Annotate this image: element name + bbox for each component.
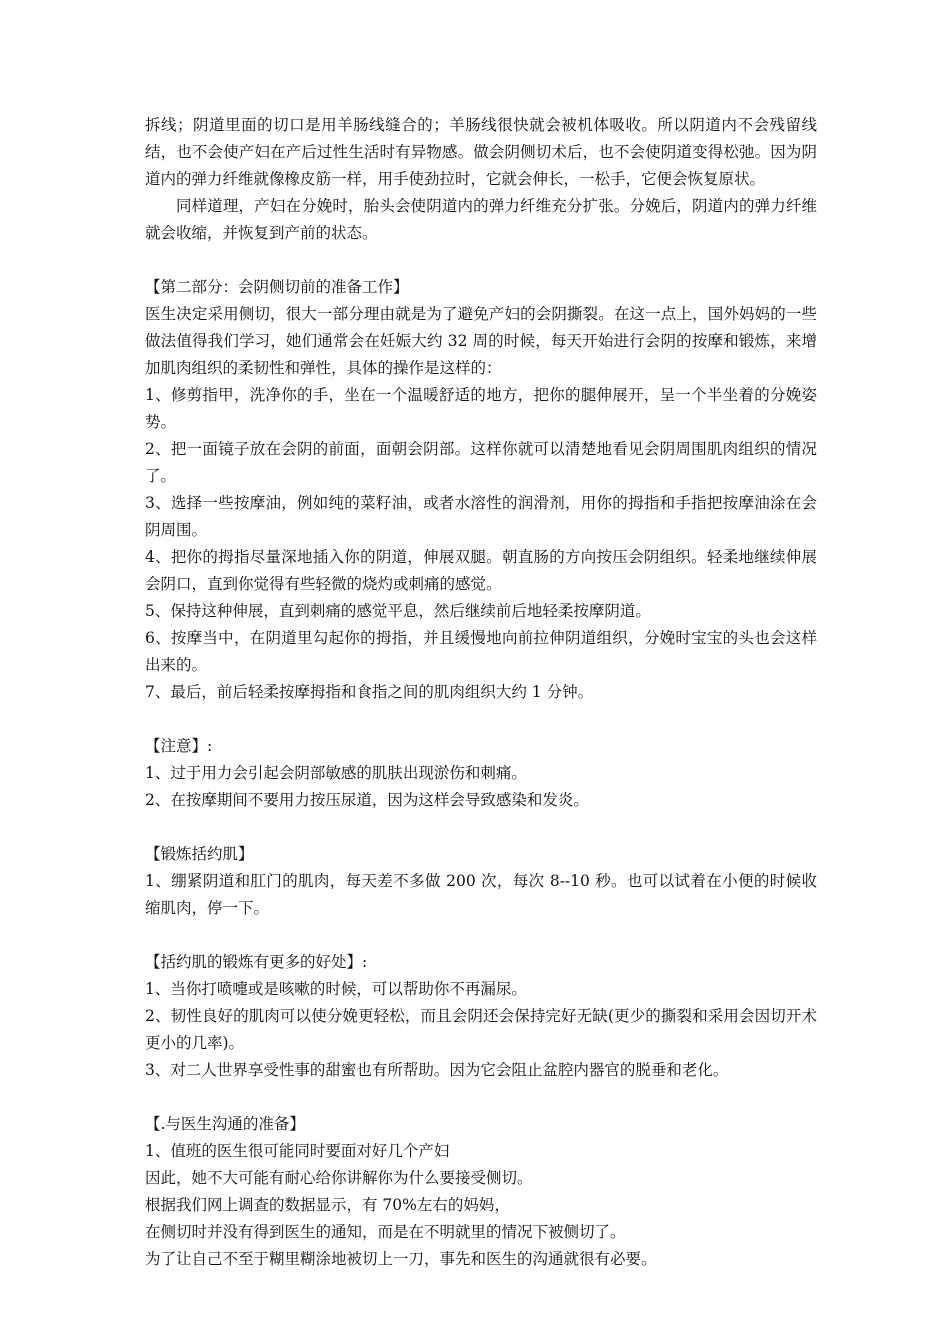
notice-item-2: 2、在按摩期间不要用力按压尿道，因为这样会导致感染和发炎。 [145, 791, 589, 809]
preparation-step-6: 6、按摩当中，在阴道里勾起你的拇指，并且缓慢地向前拉伸阴道组织，分娩时宝宝的头也会这样出来的。 [145, 629, 817, 674]
doctor-line-3: 根据我们网上调查的数据显示，有 70%左右的妈妈， [145, 1196, 510, 1214]
heading-notice: 【注意】: [145, 737, 213, 755]
preparation-step-2: 2、把一面镜子放在会阴的前面，面朝会阴部。这样你就可以清楚地看见会阴周围肌肉组织的情况了。 [145, 440, 817, 485]
heading-benefits: 【括约肌的锻炼有更多的好处】: [145, 953, 368, 971]
doctor-line-4: 在侧切时并没有得到医生的通知，而是在不明就里的情况下被侧切了。 [145, 1223, 626, 1241]
doctor-line-1: 1、值班的医生很可能同时要面对好几个产妇 [145, 1142, 450, 1160]
preparation-step-5: 5、保持这种伸展，直到刺痛的感觉平息，然后继续前后地轻柔按摩阴道。 [145, 602, 651, 620]
benefit-item-3: 3、对二人世界享受性事的甜蜜也有所帮助。因为它会阻止盆腔内器官的脱垂和老化。 [145, 1061, 729, 1079]
heading-preparation: 【第二部分：会阴侧切前的准备工作】 [145, 278, 409, 296]
spacer [145, 1084, 817, 1111]
preparation-step-7: 7、最后，前后轻柔按摩拇指和食指之间的肌肉组织大约 1 分钟。 [145, 683, 594, 701]
benefit-item-2: 2、韧性良好的肌肉可以使分娩更轻松，而且会阴还会保持完好无缺(更少的撕裂和采用会因切开术更小的几率)。 [145, 1007, 817, 1052]
paragraph-elastic-fiber: 同样道理，产妇在分娩时，胎头会使阴道内的弹力纤维充分扩张。分娩后，阴道内的弹力纤维就会收缩，并恢复到产前的状态。 [145, 197, 817, 242]
benefit-item-1: 1、当你打喷嚏或是咳嗽的时候，可以帮助你不再漏尿。 [145, 980, 527, 998]
doctor-line-2: 因此，她不大可能有耐心给你讲解你为什么要接受侧切。 [145, 1169, 533, 1187]
spacer [145, 814, 817, 841]
spacer [145, 706, 817, 733]
spacer [145, 922, 817, 949]
document-body [145, 112, 817, 1273]
exercise-item-1: 1、绷紧阴道和肛门的肌肉，每天差不多做 200 次，每次 8--10 秒。也可以试着在小便的时候收缩肌肉，停一下。 [145, 872, 817, 917]
preparation-step-3: 3、选择一些按摩油，例如纯的菜籽油，或者水溶性的润滑剂，用你的拇指和手指把按摩油涂在会阴周围。 [145, 494, 817, 539]
preparation-intro: 医生决定采用侧切，很大一部分理由就是为了避免产妇的会阴撕裂。在这一点上，国外妈妈的一些做法值得我们学习，她们通常会在妊娠大约 32 周的时候，每天开始进行会阴的按摩和锻炼，来增加肌肉组织的柔韧性和弹性，具体的操作是这样的： [145, 305, 817, 377]
preparation-step-1: 1、修剪指甲，洗净你的手，坐在一个温暖舒适的地方，把你的腿伸展开，呈一个半坐着的分娩姿势。 [145, 386, 817, 431]
doctor-line-5: 为了让自己不至于糊里糊涂地被切上一刀，事先和医生的沟通就很有必要。 [145, 1250, 657, 1268]
paragraph-suture: 拆线；阴道里面的切口是用羊肠线缝合的；羊肠线很快就会被机体吸收。所以阴道内不会残留线结，也不会使产妇在产后过性生活时有异物感。做会阴侧切术后，也不会使阴道变得松弛。因为阴道内的弹力纤维就像橡皮筋一样，用手使劲拉时，它就会伸长，一松手，它便会恢复原状。 [145, 116, 817, 188]
heading-exercise: 【锻炼括约肌】 [145, 845, 254, 863]
spacer [145, 247, 817, 274]
heading-doctor-communication: 【.与医生沟通的准备】 [145, 1115, 305, 1133]
preparation-step-4: 4、把你的拇指尽量深地插入你的阴道，伸展双腿。朝直肠的方向按压会阴组织。轻柔地继续伸展会阴口，直到你觉得有些轻微的烧灼或刺痛的感觉。 [145, 548, 817, 593]
notice-item-1: 1、过于用力会引起会阴部敏感的肌肤出现淤伤和刺痛。 [145, 764, 527, 782]
